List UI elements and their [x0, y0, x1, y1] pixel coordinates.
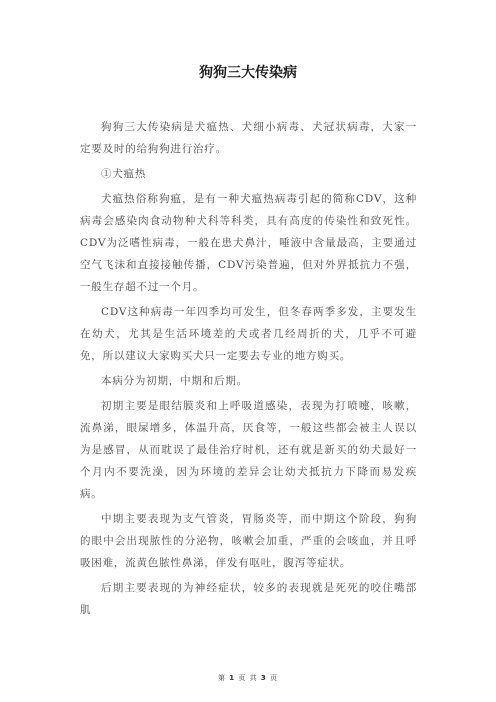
page-footer — [0, 673, 496, 683]
paragraph-late-stage: 后期主要表现的为神经症状，较多的表现就是死死的咬住嘴部肌 — [80, 582, 417, 616]
footer-prefix: 第 — [218, 674, 227, 682]
footer-middle: 页 共 — [238, 674, 258, 682]
paragraph-distemper-definition: 犬瘟热俗称狗瘟，是有一种犬瘟热病毒引起的简称CDV，这种病毒会感染肉食动物种犬科等科类，具有高度的传染性和致死性。CDV为泛嗜性病毒，一般在患犬鼻汁，唾液中含量最高，主要通过空气飞沫和直接接触传播，CDV污染普遍，但对外界抵抗力不强，一般生存超不过一个月。 — [80, 193, 417, 293]
document-title: 狗狗三大传染病 — [199, 65, 297, 81]
footer-total-pages: 3 — [260, 674, 267, 682]
paragraph-early-stage: 初期主要是眼结膜炎和上呼吸道感染，表现为打喷嚏，咳嗽，流鼻涕，眼屎增多，体温升高，厌食等，一般这些都会被主人误以为是感冒，从而耽误了最佳治疗时机，还有就是新买的幼犬最好一个月内不要洗澡，因为环境的差异会让幼犬抵抗力下降而易发疾病。 — [80, 400, 417, 500]
paragraph-intro: 狗狗三大传染病是犬瘟热、犬细小病毒、犬冠状病毒，大家一定要及时的给狗狗进行治疗。 — [80, 121, 417, 155]
paragraph-distemper-season: CDV这种病毒一年四季均可发生，但冬春两季多发，主要发生在幼犬，尤其是生活环境差的犬或者几经周折的犬，几乎不可避免，所以建议大家购买犬只一定要去专业的地方购买。 — [80, 306, 417, 362]
section-heading-distemper: ①犬瘟热 — [101, 168, 147, 180]
footer-suffix: 页 — [269, 674, 278, 682]
footer-current-page: 1 — [229, 674, 236, 682]
document-body — [80, 116, 417, 624]
paragraph-stages: 本病分为初期，中期和后期。 — [101, 375, 248, 387]
paragraph-middle-stage: 中期主要表现为支气管炎，胃肠炎等，而中期这个阶段，狗狗的眼中会出现脓性的分泌物，咳嗽会加重，严重的会咳血，并且呼吸困难，流黄色脓性鼻涕，伴发有呕吐，腹泻等症状。 — [80, 513, 417, 569]
